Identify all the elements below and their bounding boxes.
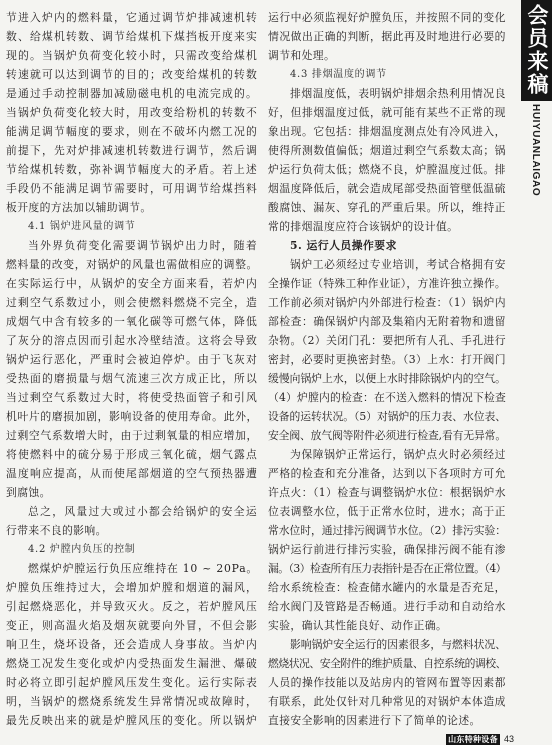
text-line: 过剩空气系数过小，则会使燃料燃烧不完全，造 [6, 296, 258, 309]
text-line: 当外界负荷变化需要调节锅炉出力时，随着 [28, 239, 258, 252]
text-line: 燃煤炉炉膛运行负压应维持在 10 ~ 20Pa。 [28, 562, 258, 575]
section-heading: 5. 运行人员操作要求 [290, 239, 397, 252]
text-line: 现的。当锅炉负荷变化较小时，只需改变给煤机 [6, 49, 258, 62]
text-line: 节给煤机转数，弥补调节幅度大的矛盾。若上述 [6, 163, 258, 176]
text-line: 板开度的方法加以辅助调节。 [6, 201, 152, 214]
text-line: 象出现。它包括：排烟温度测点处有冷风进入， [268, 125, 506, 138]
text-line: 使得所测数值偏低；烟道过剩空气系数太高；锅 [268, 144, 506, 157]
text-line: 排烟温度低，表明锅炉排烟余热利用情况良 [290, 87, 506, 100]
text-line: 酸腐蚀、漏灰、穿孔的严重后果。所以，维持正 [268, 201, 506, 214]
paragraph [268, 255, 506, 445]
text-line: 常水位时，通过排污阀调节水位。（2）排污实验： [268, 524, 506, 537]
text-line: 炉膛负压维持过大，会增加炉膛和烟道的漏风， [6, 581, 258, 594]
text-line: 引起燃烧恶化，并导致灭火。反之，若炉膛风压 [6, 600, 258, 613]
text-line: 响卫生，烧坏设备，还会造成人身事故。当炉内 [6, 638, 258, 651]
text-line: 转速就可以达到调节的目的；改变给煤机的转数 [6, 68, 258, 81]
paragraph [6, 8, 258, 217]
text-line: 燃料量的改变，对锅炉的风量也需做相应的调整。 [6, 258, 258, 271]
text-line: 人员的操作技能以及站房内的管网布置等因素都 [268, 676, 506, 689]
text-line: 设备的运转状况。（5）对锅炉的压力表、水位表、 [268, 410, 506, 423]
text-line: 锅炉工必须经过专业培训，考试合格拥有安 [290, 258, 506, 271]
text-line: 燃烧状况、安全附件的维护质量、自控系统的调校、 [268, 657, 506, 670]
text-line: 受热面的磨损量与烟气流速三次方成正比，所以 [6, 372, 258, 385]
section-tab-pinyin: HUIYUANLAIGAO [530, 104, 541, 197]
text-line: 严格的检查和充分准备，达到以下各项时方可允 [268, 467, 506, 480]
text-line: 实验，确认其性能良好、动作正确。 [268, 619, 448, 632]
text-line: 前提下，先对炉排减速机转数进行调节，然后调 [6, 144, 258, 157]
text-line: 炉运行负荷太低；燃烧不良，炉膛温度过低。排 [268, 163, 506, 176]
text-line: 当过剩空气系数过大时，将使受热面管子和引风 [6, 391, 258, 404]
paragraph [268, 8, 506, 65]
text-line: 影响锅炉安全运行的因素很多，与燃料状况、 [290, 638, 506, 651]
text-line: 许点火：（1）检查与调整锅炉水位：根据锅炉水 [268, 486, 506, 499]
subsection-heading: 4.1 锅炉进风量的调节 [28, 221, 136, 232]
right-column [268, 8, 506, 730]
text-line: 机叶片的磨损加剧，影响设备的使用寿命。此外， [6, 410, 258, 423]
text-line: 温度响应提高，从而使尾部烟道的空气预热器遭 [6, 467, 258, 480]
paragraph [268, 445, 506, 635]
text-line: 情况做出正确的判断，据此再及时地进行必要的 [268, 30, 506, 43]
text-line: 密封，必要时更换密封垫。（3）上水：打开阀门 [268, 353, 506, 366]
text-line: 安全阀、放气阀等附件必须进行检查,看有无异常。 [268, 429, 506, 442]
text-line: 是通过手动控制器加减励磁电机的电流完成的。 [6, 87, 258, 100]
paragraph [268, 84, 506, 236]
text-line: 行带来不良的影响。 [6, 524, 107, 537]
text-line: 烟温度降低后，就会造成尾部受热面管壁低温硫 [268, 182, 506, 195]
text-line: 数、给煤机转数、调节给煤机下煤挡板开度来实 [6, 30, 258, 43]
text-line: 变正，则高温火焰及烟灰就要向外冒，不但会影 [6, 619, 258, 632]
text-line: 手段仍不能满足调节需要时，可用调节给煤挡料 [6, 182, 258, 195]
text-line: 调节和处理。 [268, 49, 336, 62]
text-line: 给水系统检查：检查储水罐内的水量是否充足， [268, 581, 506, 594]
section-tab-label: 会员来稿 [525, 4, 549, 96]
text-line: 全操作证（特殊工种作业证），方准许独立操作。 [268, 277, 506, 290]
text-line: 节进入炉内的燃料量，它通过调节炉排减速机转 [6, 11, 258, 24]
text-line: 锅炉运行恶化，严重时会被迫停炉。由于飞灰对 [6, 353, 258, 366]
subsection-heading: 4.2 炉膛内负压的控制 [28, 544, 136, 555]
text-line: 过剩空气系数增大时，由于过剩氧量的相应增加， [6, 429, 258, 442]
text-line: 工作前必须对锅炉内外部进行检查：（1）锅炉内 [268, 296, 506, 309]
text-line: 为保障锅炉正常运行，锅炉点火时必须经过 [290, 448, 506, 461]
text-line: 了灰分的溶点因而引起水冷壁结渣。这将会导致 [6, 334, 258, 347]
text-line: 部检查：确保锅炉内部及集箱内无附着物和遗留 [268, 315, 506, 328]
paragraph [268, 635, 506, 730]
text-line: 给水阀门及管路是否畅通。进行手动和自动给水 [268, 600, 506, 613]
text-line: 直接安全影响的因素进行下了简单的论述。 [268, 714, 481, 727]
magazine-name: 山东特种设备 [446, 734, 500, 745]
left-column [6, 8, 258, 730]
text-line: 时必将立即引起炉膛风压发生变化。运行实际表 [6, 676, 258, 689]
text-line: 最先反映出来的就是炉膛风压的变化。所以锅炉 [6, 714, 258, 727]
section-tab [521, 0, 552, 101]
subsection-heading: 4.3 排烟温度的调节 [290, 69, 387, 80]
paragraph [6, 559, 258, 730]
text-line: 能满足调节幅度的要求，则在不破坏内燃工况的 [6, 125, 258, 138]
text-line: 漏。（3）检查所有压力表指针是否在正常位置。（4） [268, 562, 506, 575]
text-line: 到腐蚀。 [6, 486, 51, 499]
text-line: 在实际运行中，从锅炉的安全方面来看，若炉内 [6, 277, 258, 290]
text-line: 好，但排烟温度过低，就可能有某些不正常的现 [268, 106, 506, 119]
text-line: 常的排烟温度应符合该锅炉的设计值。 [268, 220, 459, 233]
text-line: 运行中必须监视好炉膛负压，并按照不同的变化 [268, 11, 506, 24]
text-line: 有联系，此处仅针对几种常见的对锅炉本体造成 [268, 695, 506, 708]
text-line: 将使燃料中的硫分易于形成三氧化硫，烟气露点 [6, 448, 258, 461]
text-line: 总之，风量过大或过小都会给锅炉的安全运 [28, 505, 258, 518]
text-line: （4）炉膛内的检查：在不送入燃料的情况下检查 [268, 391, 506, 404]
text-line: 燃烧工况发生变化或炉内受热面发生漏泄、爆破 [6, 657, 258, 670]
page-number: 43 [504, 734, 515, 744]
text-line: 位表调整水位，低于正常水位时，进水；高于正 [268, 505, 506, 518]
text-line: 杂物。（2）关闭门孔：要把所有人孔、手孔进行 [268, 334, 506, 347]
text-line: 缓慢向锅炉上水，以便上水时排除锅炉内的空气。 [268, 372, 506, 385]
text-line: 锅炉运行前进行排污实验，确保排污阀不能有渗 [268, 543, 506, 556]
text-line: 成烟气中含有较多的一氧化碳等可燃气体，降低 [6, 315, 258, 328]
paragraph [6, 502, 258, 540]
paragraph [6, 236, 258, 502]
text-line: 明，当锅炉的燃烧系统发生异常情况或故障时， [6, 695, 258, 708]
text-line: 当锅炉负荷变化较大时，用改变给粉机的转数不 [6, 106, 258, 119]
